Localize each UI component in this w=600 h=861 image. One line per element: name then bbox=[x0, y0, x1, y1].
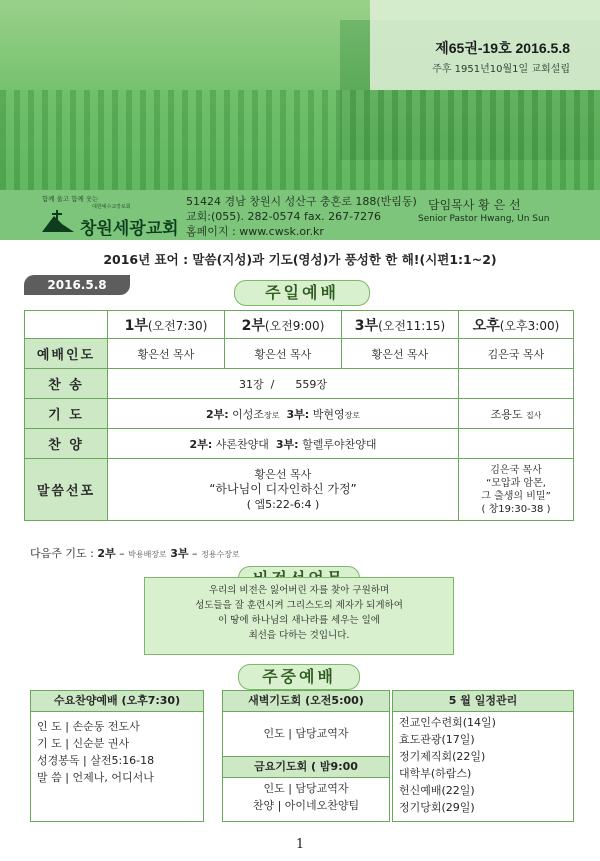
row-label-choir: 찬 양 bbox=[25, 429, 108, 459]
wednesday-row: 기 도 | 신순분 권사 bbox=[37, 737, 130, 750]
issue-number: 제65권-19호 2016.5.8 bbox=[435, 40, 570, 56]
sermon-pm-ref: ( 창19:30-38 ) bbox=[481, 503, 551, 515]
year-motto: 2016년 표어 : 말씀(지성)과 기도(영성)가 풍성한 한 해!(시편1:1~2) bbox=[103, 252, 497, 267]
sermon-main bbox=[108, 459, 459, 521]
schedule-item: 헌신예배(22일) bbox=[399, 784, 475, 797]
vision-line: 성도들을 잘 훈련시켜 그리스도의 제자가 되게하여 bbox=[195, 600, 403, 611]
wednesday-head: 수요찬양예배 (오후7:30) bbox=[31, 691, 203, 712]
schedule-item: 정기제직회(22일) bbox=[399, 750, 486, 763]
page-number: 1 bbox=[295, 837, 305, 852]
logo-subtitle: 대한예수교장로회 bbox=[92, 204, 131, 210]
worship-table bbox=[24, 310, 574, 521]
phone-line: 교회:(055). 282-0574 fax. 267-7276 bbox=[186, 210, 382, 223]
schedule-item: 효도관광(17일) bbox=[399, 733, 475, 746]
vision-line: 이 땅에 하나님의 새나라를 세우는 일에 bbox=[218, 615, 380, 626]
senior-pastor-en: Senior Pastor Hwang, Un Sun bbox=[418, 214, 550, 224]
row-label-sermon: 말씀선포 bbox=[25, 459, 108, 521]
choir-names: 2부: 샤론찬양대 3부: 할렐루야찬양대 bbox=[108, 429, 459, 459]
hymn-pm bbox=[459, 369, 574, 399]
vision-line: 최선을 다하는 것입니다. bbox=[248, 630, 350, 641]
sermon-pm-title-2: 그 출생의 비밀” bbox=[481, 490, 551, 502]
homepage-line: 홈페이지 : www.cwsk.or.kr bbox=[186, 225, 324, 238]
friday-row-2: 찬양 | 아이네오찬양팀 bbox=[252, 799, 360, 812]
leader-3: 황은선 목사 bbox=[342, 339, 459, 369]
dawn-head: 새벽기도회 (오전5:00) bbox=[223, 691, 389, 712]
row-label-prayer: 기 도 bbox=[25, 399, 108, 429]
leader-1: 황은선 목사 bbox=[108, 339, 225, 369]
may-schedule bbox=[392, 690, 574, 822]
hymn-numbers: 31장 / 559장 bbox=[108, 369, 459, 399]
worship-section-title: 주일예배 bbox=[234, 280, 370, 306]
schedule-item: 전교인수련회(14일) bbox=[399, 716, 496, 729]
date-badge: 2016.5.8 bbox=[24, 275, 130, 295]
sermon-pm bbox=[459, 459, 574, 521]
founded-date: 주후 1951년10월1일 교회설립 bbox=[432, 64, 570, 75]
church-address bbox=[186, 194, 417, 239]
senior-pastor: 담임목사 황 은 선 bbox=[428, 198, 521, 212]
prayer-leaders: 2부: 이성조장로 3부: 박현영장로 bbox=[108, 399, 459, 429]
sermon-title: “하나님이 디자인하신 가정” bbox=[209, 482, 357, 496]
friday-row-1: 인도 | 담당교역자 bbox=[263, 782, 349, 795]
dawn-and-friday-services bbox=[222, 690, 390, 822]
church-logo-icon bbox=[40, 210, 76, 234]
friday-head: 금요기도회 ( 밤9:00 bbox=[223, 756, 389, 778]
sermon-pm-preacher: 김은국 목사 bbox=[490, 464, 542, 476]
prayer-pm: 조용도 집사 bbox=[459, 399, 574, 429]
service-1-header: 1부(오전7:30) bbox=[108, 311, 225, 339]
address-line: 51424 경남 창원시 성산구 충혼로 188(반림동) bbox=[186, 195, 417, 208]
dawn-row: 인도 | 담당교역자 bbox=[263, 727, 349, 740]
row-label-leader: 예배인도 bbox=[25, 339, 108, 369]
table-corner bbox=[25, 311, 108, 339]
wednesday-service bbox=[30, 690, 204, 822]
church-name: 창원세광교회 bbox=[80, 219, 179, 239]
leader-2: 황은선 목사 bbox=[225, 339, 342, 369]
header-photo bbox=[0, 0, 600, 190]
next-week-prayer: 다음주 기도 : 2부 – 박용배장로 3부 – 정용수장로 bbox=[30, 547, 240, 560]
wednesday-row: 인 도 | 손순동 전도사 bbox=[37, 720, 140, 733]
service-2-header: 2부(오전9:00) bbox=[225, 311, 342, 339]
wednesday-row: 말 씀 | 언제나, 어디서나 bbox=[37, 771, 154, 784]
sermon-preacher: 황은선 목사 bbox=[254, 468, 312, 481]
choir-pm bbox=[459, 429, 574, 459]
logo-motto: 함께 울고 함께 웃는 bbox=[42, 195, 99, 203]
weekly-section-title: 주중예배 bbox=[238, 664, 360, 690]
service-3-header: 3부(오전11:15) bbox=[342, 311, 459, 339]
schedule-item: 정기당회(29일) bbox=[399, 801, 475, 814]
row-label-hymn: 찬 송 bbox=[25, 369, 108, 399]
service-pm-header: 오후(오후3:00) bbox=[459, 311, 574, 339]
sermon-pm-title-1: “모압과 암몬, bbox=[486, 477, 546, 489]
leader-pm: 김은국 목사 bbox=[459, 339, 574, 369]
vision-statement bbox=[144, 577, 454, 655]
schedule-item: 대학부(하람스) bbox=[399, 767, 472, 780]
vision-line: 우리의 비전은 잃어버린 자를 찾아 구원하며 bbox=[208, 585, 390, 596]
wednesday-row: 성경봉독 | 살전5:16-18 bbox=[37, 754, 155, 767]
sermon-ref: ( 엡5:22-6:4 ) bbox=[246, 498, 320, 511]
may-head: 5 월 일정관리 bbox=[393, 691, 573, 712]
